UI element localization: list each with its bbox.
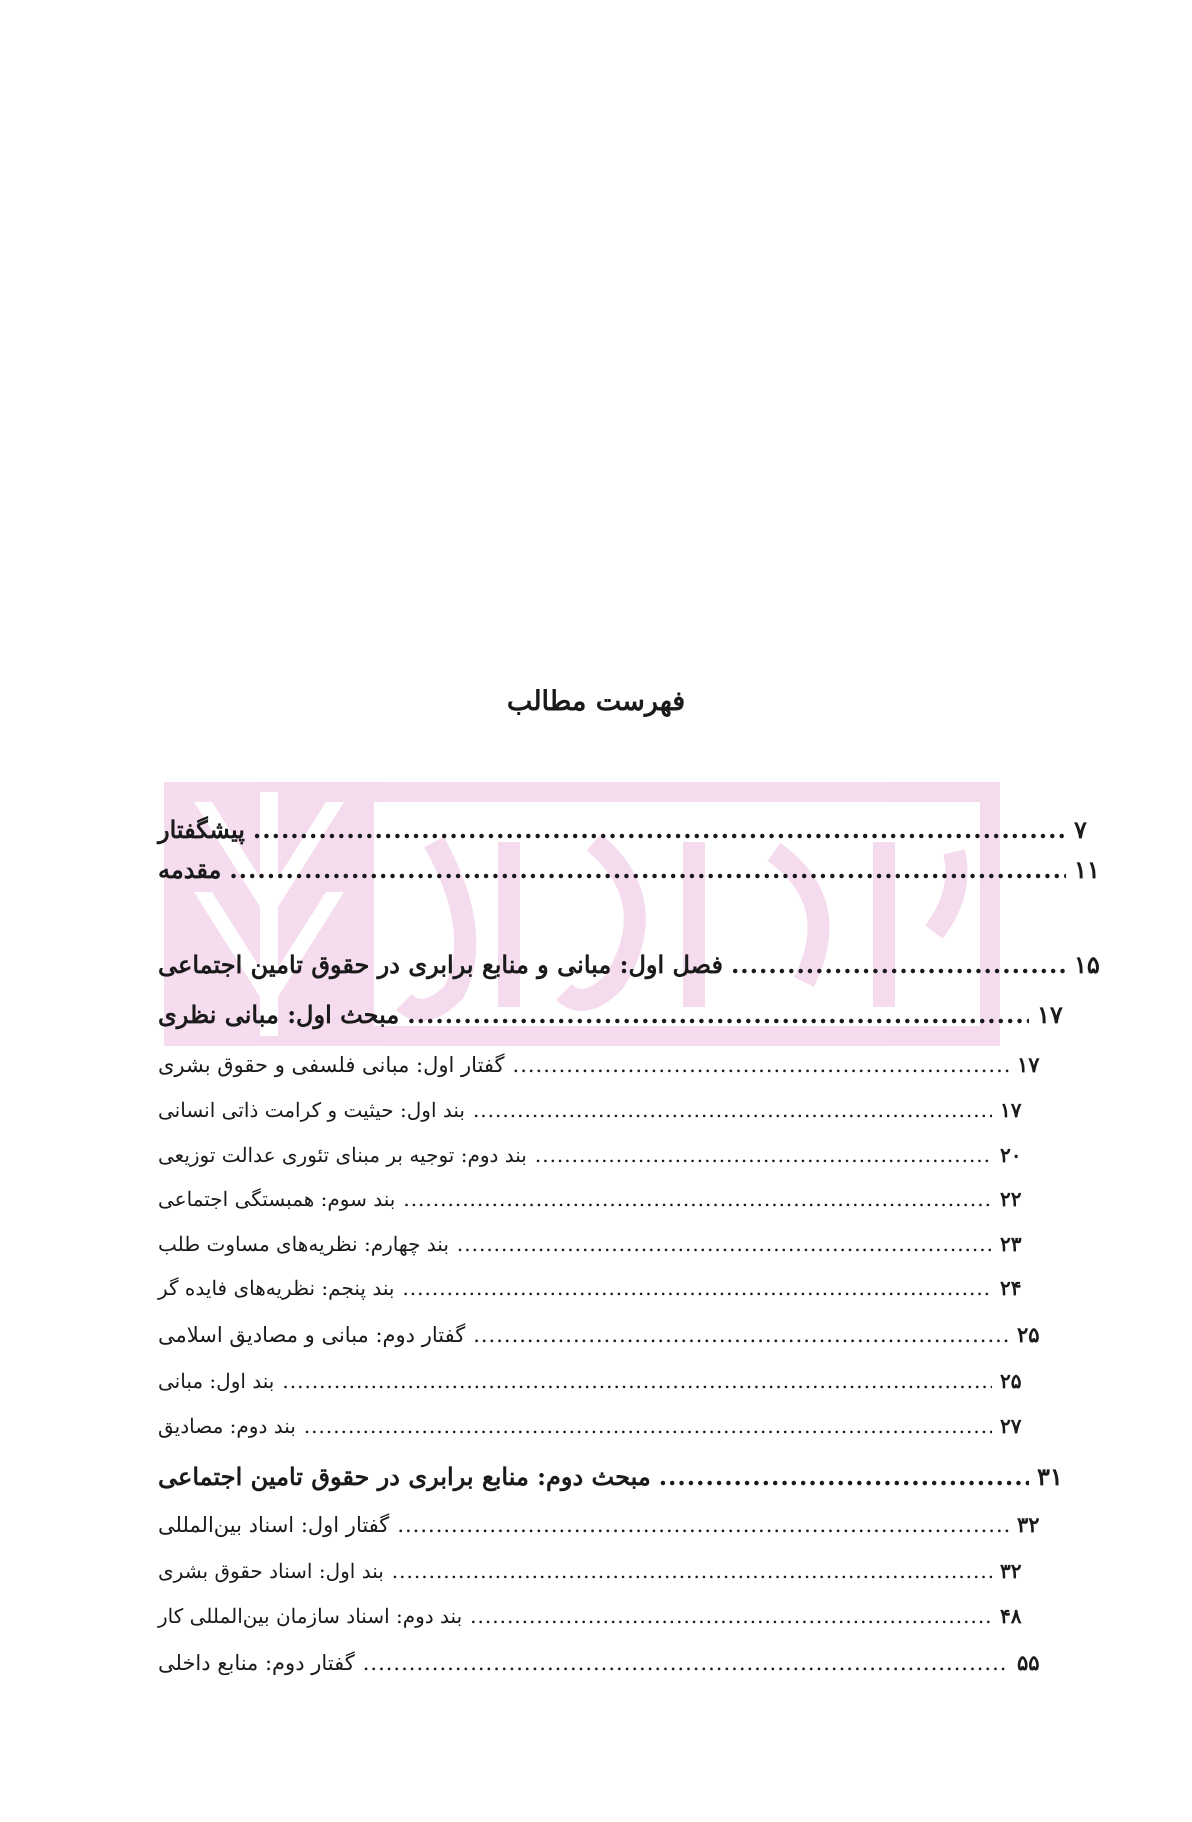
toc-entry-subsection[interactable] (158, 1052, 1051, 1077)
toc-entry-page: ۷ (1074, 815, 1087, 844)
toc-entry-page: ۲۷ (1000, 1414, 1022, 1438)
toc-entry-label: گفتار دوم: مبانی و مصادیق اسلامی (158, 1323, 466, 1347)
toc-entry-item[interactable] (158, 1143, 1034, 1167)
dot-leader (473, 1098, 992, 1122)
dot-leader (402, 1276, 992, 1300)
toc-entry-label: فصل اول: مبانی و منابع برابری در حقوق تامین اجتماعی (158, 950, 723, 979)
toc-entry-page: ۲۲ (1000, 1187, 1022, 1211)
dot-leader (513, 1053, 1009, 1077)
dot-leader (470, 1604, 992, 1628)
dot-leader (535, 1143, 992, 1167)
toc-entry-item[interactable] (158, 1414, 1034, 1438)
toc-entry-label: بند پنجم: نظریه‌های فایده گر (158, 1276, 395, 1300)
toc-entry-page: ۲۵ (1000, 1369, 1022, 1393)
dot-leader (282, 1369, 992, 1393)
toc-entry[interactable] (158, 815, 1108, 844)
toc-entry-page: ۱۷ (1017, 1052, 1040, 1077)
toc-entry-label: مقدمه (158, 855, 222, 884)
toc-entry-item[interactable] (158, 1559, 1034, 1583)
dot-leader (731, 950, 1066, 979)
toc-entry-label: مبحث دوم: منابع برابری در حقوق تامین اجتماعی (158, 1462, 651, 1491)
toc-entry-label: بند سوم: همبستگی اجتماعی (158, 1187, 396, 1211)
toc-entry-label: پیشگفتار (158, 815, 245, 844)
toc-entry[interactable] (158, 855, 1108, 884)
toc-entry-item[interactable] (158, 1187, 1034, 1211)
toc-entry-page: ۱۷ (1037, 1000, 1063, 1029)
toc-entry-chapter[interactable] (158, 950, 1108, 979)
toc-entry-page: ۲۳ (1000, 1232, 1022, 1256)
dot-leader (253, 815, 1066, 844)
toc-entry-page: ۲۰ (1000, 1143, 1022, 1167)
toc-entry-label: گفتار اول: اسناد بین‌المللی (158, 1513, 390, 1537)
toc-entry-label: بند اول: مبانی (158, 1369, 275, 1393)
dot-leader (659, 1462, 1029, 1491)
toc-entry-page: ۲۴ (1000, 1276, 1022, 1300)
dot-leader (403, 1187, 992, 1211)
toc-entry-page: ۳۱ (1037, 1462, 1063, 1491)
toc-entry-subsection[interactable] (158, 1512, 1051, 1537)
toc-entry-subsection[interactable] (158, 1322, 1051, 1347)
page-title: فهرست مطالب (506, 686, 686, 717)
toc-entry-section[interactable] (158, 1462, 1071, 1491)
toc-entry-label: بند دوم: اسناد سازمان بین‌المللی کار (158, 1604, 463, 1628)
toc-entry-item[interactable] (158, 1098, 1034, 1122)
dot-leader (304, 1414, 992, 1438)
toc-entry-page: ۲۵ (1017, 1322, 1040, 1347)
dot-leader (229, 855, 1066, 884)
toc-entry-label: بند چهارم: نظریه‌های مساوت طلب (158, 1232, 449, 1256)
toc-entry-subsection[interactable] (158, 1650, 1051, 1675)
toc-entry-label: بند دوم: مصادیق (158, 1414, 296, 1438)
dot-leader (392, 1559, 992, 1583)
dot-leader (407, 1000, 1029, 1029)
toc-entry-page: ۳۲ (1000, 1559, 1022, 1583)
toc-entry-page: ۳۲ (1017, 1512, 1040, 1537)
toc-entry-label: بند اول: حیثیت و کرامت ذاتی انسانی (158, 1098, 465, 1122)
toc-entry-page: ۴۸ (1000, 1604, 1022, 1628)
toc-entry-label: مبحث اول: مبانی نظری (158, 1000, 400, 1029)
toc-entry-item[interactable] (158, 1232, 1034, 1256)
dot-leader (473, 1323, 1009, 1347)
toc-entry-label: بند اول: اسناد حقوق بشری (158, 1559, 384, 1583)
toc-entry-item[interactable] (158, 1604, 1034, 1628)
dot-leader (457, 1232, 992, 1256)
toc-entry-item[interactable] (158, 1276, 1034, 1300)
toc-entry-label: گفتار دوم: منابع داخلی (158, 1651, 355, 1675)
toc-entry-item[interactable] (158, 1369, 1034, 1393)
toc-entry-label: گفتار اول: مبانی فلسفی و حقوق بشری (158, 1053, 505, 1077)
dot-leader (363, 1651, 1009, 1675)
toc-entry-page: ۱۷ (1000, 1098, 1022, 1122)
toc-entry-page: ۱۵ (1074, 950, 1100, 979)
toc-entry-page: ۵۵ (1017, 1650, 1040, 1675)
toc-entry-label: بند دوم: توجیه بر مبنای تئوری عدالت توزیعی (158, 1143, 527, 1167)
toc-entry-page: ۱۱ (1074, 855, 1100, 884)
dot-leader (397, 1513, 1009, 1537)
toc-entry-section[interactable] (158, 1000, 1071, 1029)
